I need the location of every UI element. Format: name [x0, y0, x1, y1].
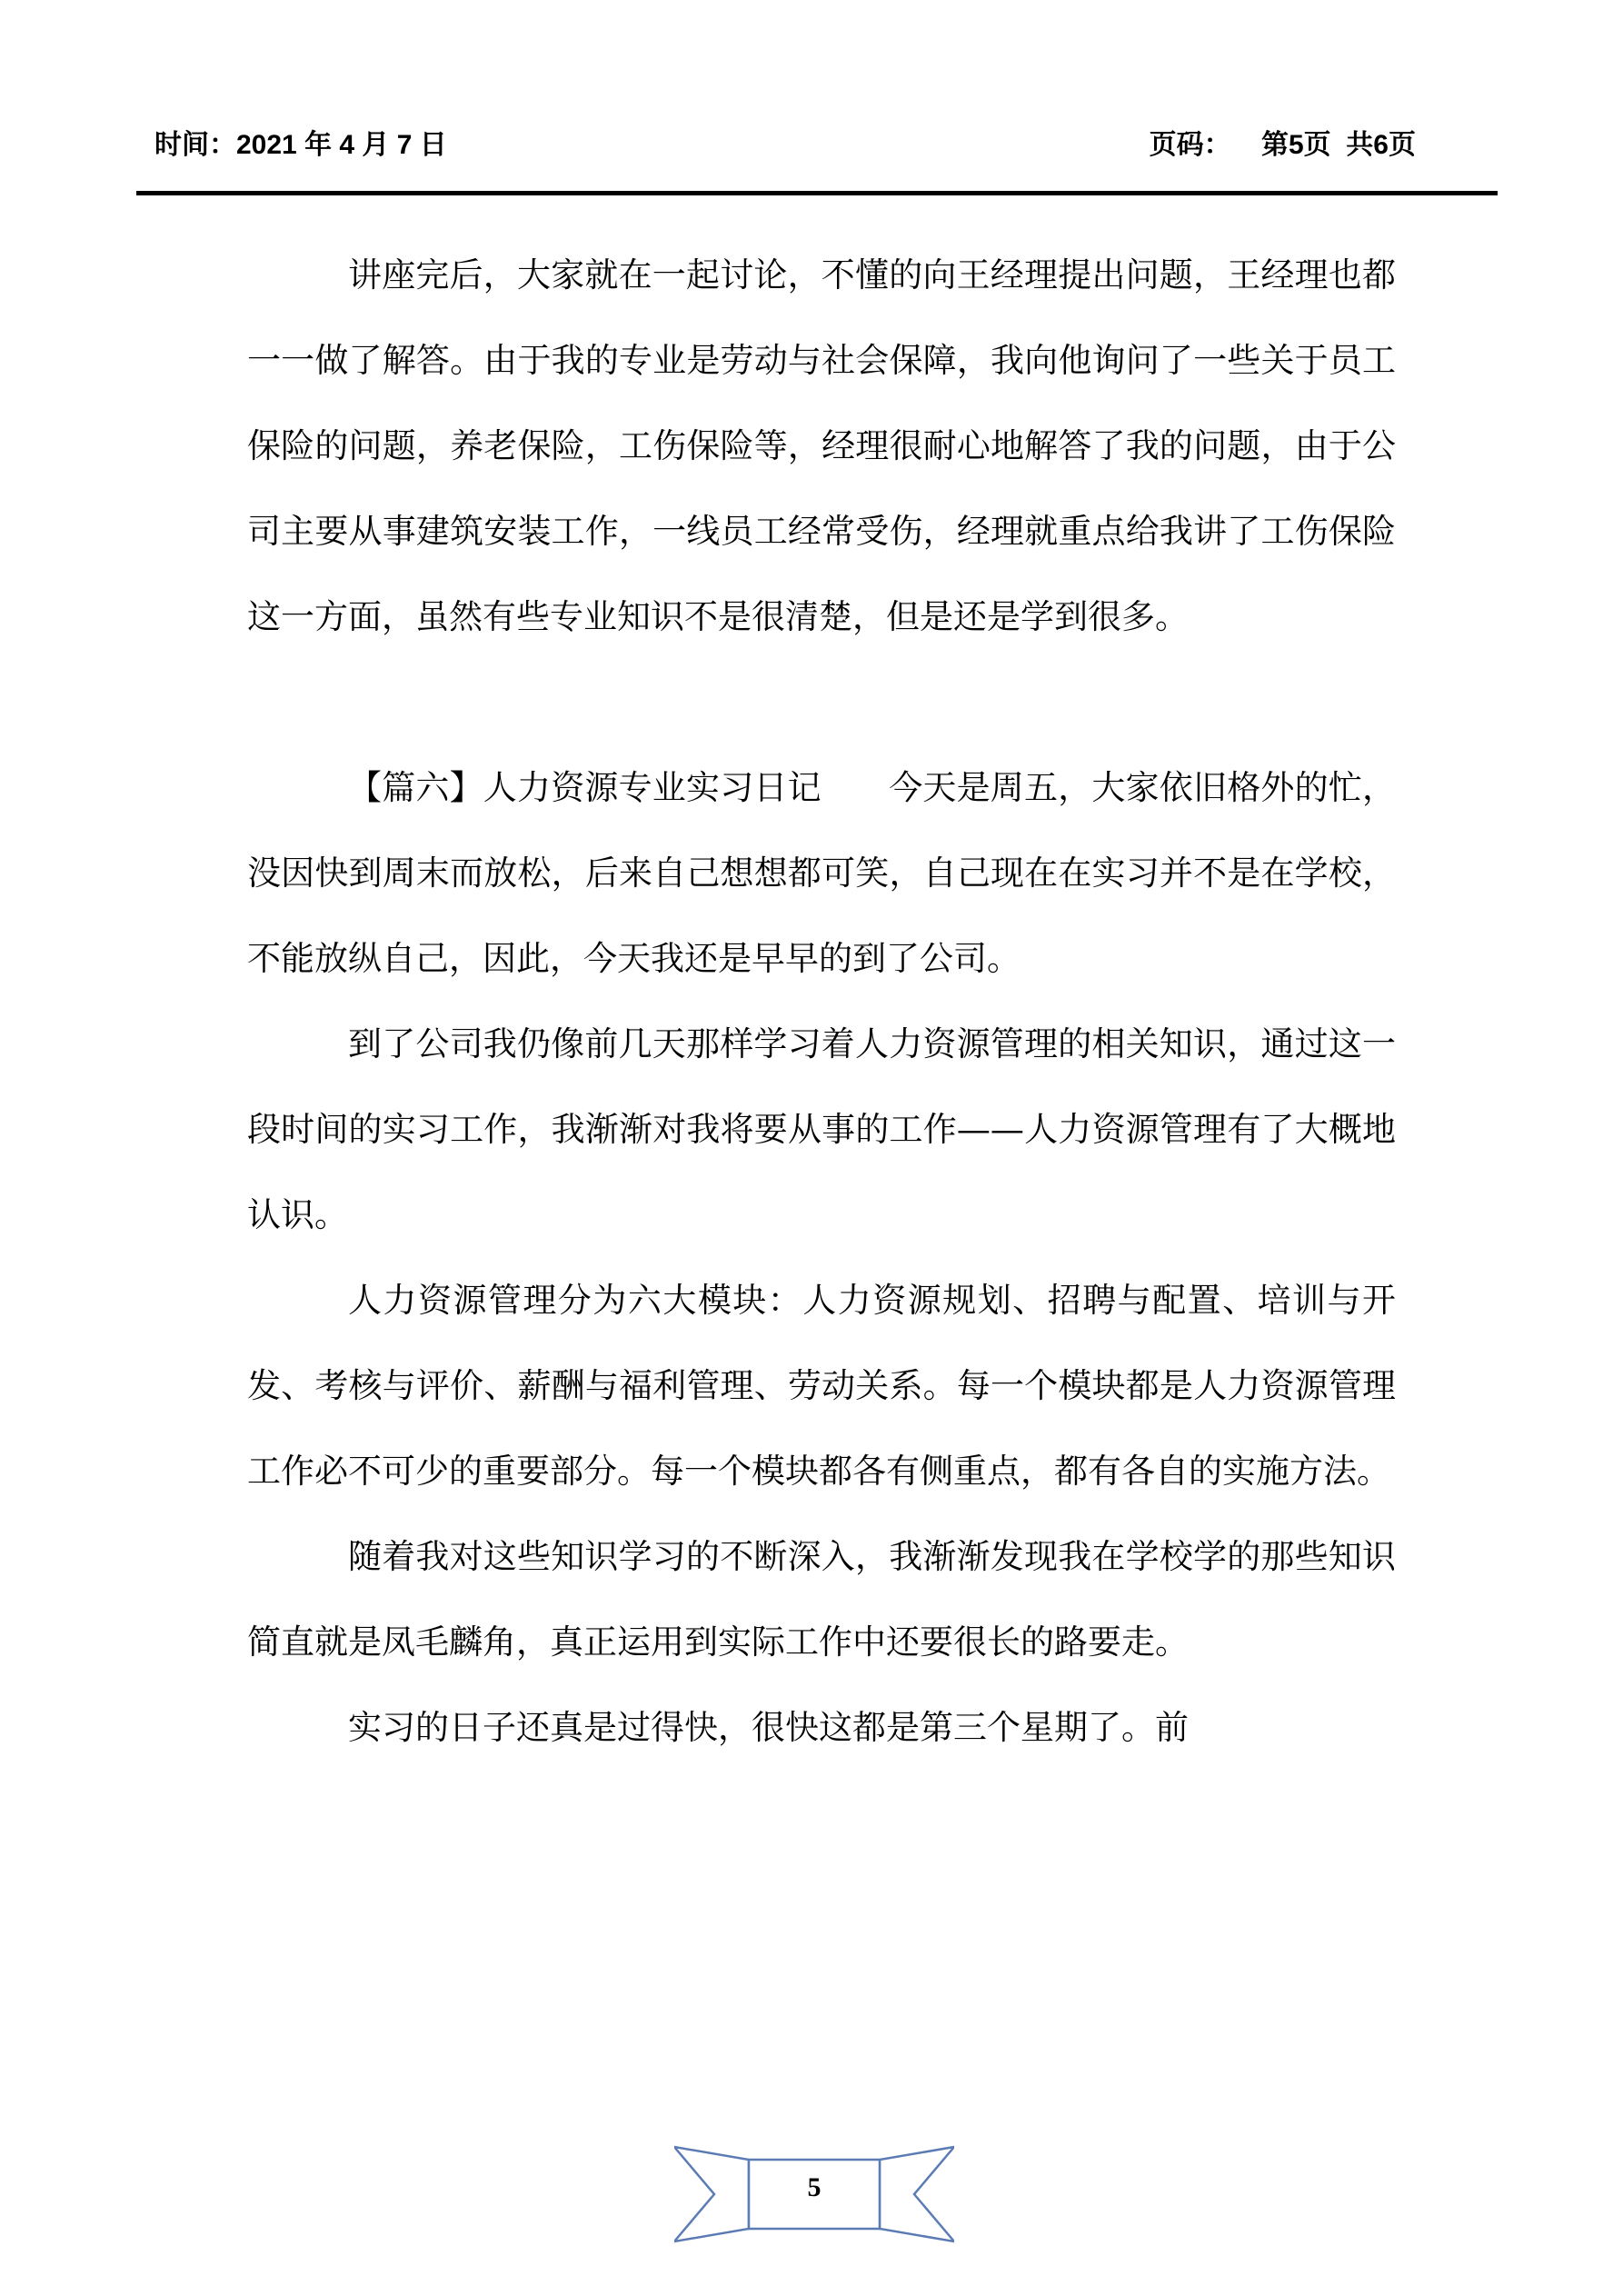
header-date: 时间：2021 年 4 月 7 日: [154, 130, 447, 160]
paragraph-knowledge-depth: 随着我对这些知识学习的不断深入，我渐渐发现我在学校学的那些知识简直就是凤毛麟角，真正运用到实际工作中还要很长的路要走。: [247, 1537, 1396, 1662]
header-divider: [136, 191, 1498, 195]
document-body: [247, 233, 1396, 1771]
paragraph-third-week: 实习的日子还真是过得快，很快这都是第三个星期了。前: [348, 1708, 1189, 1747]
page-number-badge: [674, 2140, 954, 2249]
page-header: [154, 122, 1416, 173]
paragraph-hr-learning: 到了公司我仍像前几天那样学习着人力资源管理的相关知识，通过这一段时间的实习工作，我渐渐对我将要从事的工作——人力资源管理有了大概地认识。: [247, 1024, 1396, 1234]
page-number: 5: [807, 2172, 821, 2202]
section-gap: [247, 660, 1396, 745]
paragraph-six-modules: 人力资源管理分为六大模块：人力资源规划、招聘与配置、培训与开发、考核与评价、薪酬与福利管理、劳动关系。每一个模块都是人力资源管理工作必不可少的重要部分。每一个模块都各有侧重点，都有各自的实施方法。: [247, 1281, 1396, 1491]
paragraph-lecture-discussion: 讲座完后，大家就在一起讨论，不懂的向王经理提出问题，王经理也都一一做了解答。由于我的专业是劳动与社会保障，我向他询问了一些关于员工保险的问题，养老保险，工伤保险等，经理很耐心地解答了我的问题，由于公司主要从事建筑安装工作，一线员工经常受伤，经理就重点给我讲了工伤保险这一方面，虽然有些专业知识不是很清楚，但是还是学到很多。: [247, 255, 1396, 636]
paragraph-diary-six-intro: 【篇六】人力资源专业实习日记 今天是周五，大家依旧格外的忙，没因快到周末而放松，后来自己想想都可笑，自己现在在实习并不是在学校，不能放纵自己，因此，今天我还是早早的到了公司。: [247, 768, 1396, 978]
header-page-info: 页码： 第5页 共6页: [1149, 130, 1416, 160]
